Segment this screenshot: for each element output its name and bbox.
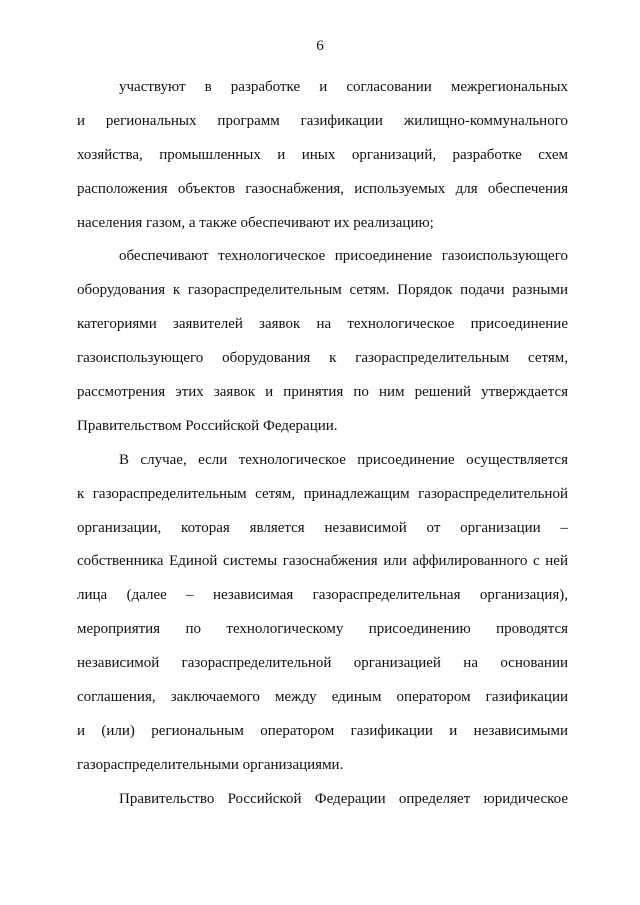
text-line: расположения объектов газоснабжения, используемых для обеспечения (77, 180, 568, 197)
paragraph-2 (77, 240, 568, 443)
text-line: оборудования к газораспределительным сетям. Порядок подачи разными (77, 282, 568, 299)
text-line: категориями заявителей заявок на технологическое присоединение (77, 316, 568, 333)
text-line: и региональных программ газификации жилищно-коммунального (77, 112, 568, 129)
paragraph-3 (77, 444, 568, 783)
text-line: лица (далее – независимая газораспределительная организация), (77, 587, 568, 604)
text-line: организации, которая является независимой от организации – (77, 519, 568, 536)
text-line: участвуют в разработке и согласовании межрегиональных (119, 79, 568, 95)
body-text (77, 71, 568, 817)
text-line: Правительством Российской Федерации. (77, 417, 338, 434)
text-line: хозяйства, промышленных и иных организаций, разработке схем (77, 146, 568, 163)
text-line: соглашения, заключаемого между единым оператором газификации (77, 689, 568, 706)
paragraph-4 (77, 783, 568, 817)
text-line: В случае, если технологическое присоединение осуществляется (119, 451, 568, 468)
text-line: обеспечивают технологическое присоединение газоиспользующего (119, 248, 568, 265)
text-line: газораспределительными организациями. (77, 756, 344, 773)
text-line: Правительство Российской Федерации определяет юридическое (119, 790, 568, 807)
text-line: и (или) региональным оператором газификации и независимыми (77, 722, 568, 739)
page-number: 6 (316, 38, 324, 54)
text-line: собственника Единой системы газоснабжения или аффилированного с ней (77, 553, 568, 570)
text-line: к газораспределительным сетям, принадлежащим газораспределительной (77, 485, 568, 502)
text-line: мероприятия по технологическому присоединению проводятся (77, 621, 568, 638)
paragraph-1 (77, 71, 568, 240)
text-line: газоиспользующего оборудования к газораспределительным сетям, (77, 350, 568, 367)
text-line: населения газом, а также обеспечивают их реализацию; (77, 214, 434, 231)
text-line: независимой газораспределительной организацией на основании (77, 655, 568, 672)
text-line: рассмотрения этих заявок и принятия по ним решений утверждается (77, 384, 568, 401)
